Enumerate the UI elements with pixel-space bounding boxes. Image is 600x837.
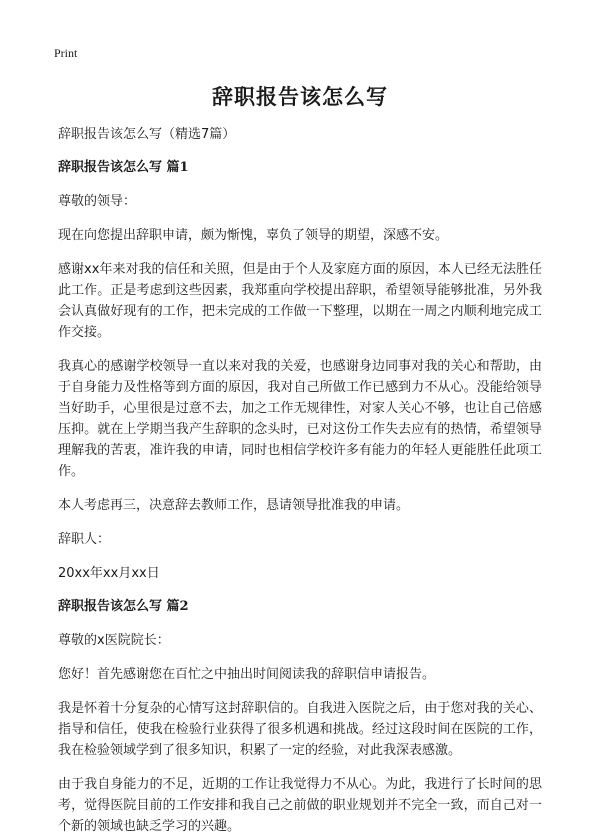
section-1 xyxy=(58,158,542,584)
paragraph: 感谢xx年来对我的信任和关照，但是由于个人及家庭方面的原因，本人已经无法胜任此工作。正是考虑到这些因素，我郑重向学校提出辞职，希望领导能够批准，另外我会认真做好现有的工作，把未完成的工作做一下整理，以期在一周之内顺利地完成工作交接。 xyxy=(58,262,542,340)
salutation: 尊敬的领导： xyxy=(58,194,137,209)
paragraph: 本人考虑再三，决意辞去教师工作，恳请领导批准我的申请。 xyxy=(58,498,410,513)
section-heading: 辞职报告该怎么写 篇2 xyxy=(58,599,189,614)
paragraph: 由于我自身能力的不足，近期的工作让我觉得力不从心。为此，我进行了长时间的思考，觉得医院目前的工作安排和我自己之前做的职业规划并不完全一致，而自己对一个新的领域也缺乏学习的兴趣。 xyxy=(58,777,542,834)
paragraph: 您好！首先感谢您在百忙之中抽出时间阅读我的辞职信申请报告。 xyxy=(58,667,436,682)
paragraph: 我真心的感谢学校领导一直以来对我的关爱，也感谢身边同事对我的关心和帮助，由于自身能力及性格等到方面的原因，我对自己所做工作已感到力不从心。没能给领导当好助手，心里很是过意不去，加之工作无规律性，对家人关心不够，也让自己倍感压抑。就在上学期当我产生辞职的念头时，已对这份工作失去应有的热情，希望领导理解我的苦衷，准许我的申请，同时也相信学校许多有能力的年轻人更能胜任此项工作。 xyxy=(58,359,542,479)
section-2 xyxy=(58,597,542,837)
intro-line: 辞职报告该怎么写（精选7篇） xyxy=(58,127,236,142)
date-line: 20xx年xx月xx日 xyxy=(58,566,160,581)
document-title: 辞职报告该怎么写 xyxy=(212,84,388,109)
print-label: Print xyxy=(54,46,78,60)
signature-label: 辞职人： xyxy=(58,532,111,547)
paragraph: 我是怀着十分复杂的心情写这封辞职信的。自我进入医院之后，由于您对我的关心、指导和信任，使我在检验行业获得了很多机遇和挑战。经过这段时间在医院的工作，我在检验领域学到了很多知识，积累了一定的经验，对此我深表感激。 xyxy=(58,701,542,758)
section-heading: 辞职报告该怎么写 篇1 xyxy=(58,160,189,175)
salutation: 尊敬的x医院院长： xyxy=(58,633,170,648)
paragraph: 现在向您提出辞职申请，颇为惭愧，辜负了领导的期望，深感不安。 xyxy=(58,228,449,243)
